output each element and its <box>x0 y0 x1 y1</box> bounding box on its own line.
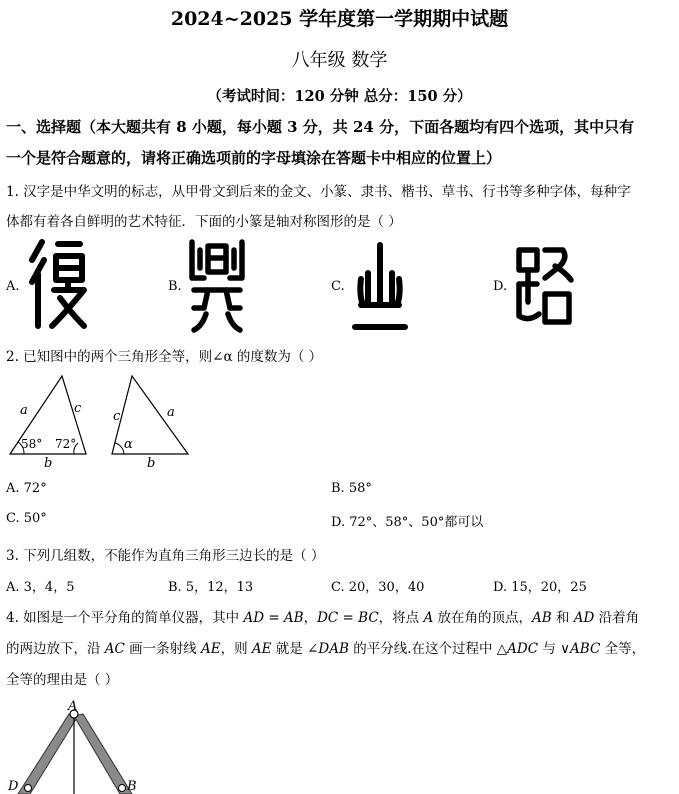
q1-option-a-label: A. <box>6 279 20 294</box>
q4-math: AE <box>200 641 221 657</box>
tri1-label-a: a <box>20 403 28 418</box>
q4-text: 画一条射线 <box>124 641 201 657</box>
q4-math: ADC <box>507 641 539 657</box>
q4-text: 的两边放下，沿 <box>6 641 105 657</box>
exam-subtitle: 八年级 数学 <box>291 50 388 71</box>
q4-math: AD = AB <box>243 610 304 626</box>
seal-glyph-ye-icon <box>353 243 407 331</box>
q4-label-d: D <box>8 779 19 794</box>
q2-option-d: D. 72°、58°、50°都可以 <box>331 515 484 530</box>
tri2-angle-alpha: α <box>124 437 133 452</box>
q1-option-c-label: C. <box>331 279 345 294</box>
q4-math: DAB <box>318 641 349 657</box>
tri1-label-c: c <box>74 401 82 416</box>
q4-math: AC <box>104 641 125 657</box>
q4-math: AB <box>532 610 552 626</box>
q4-math: ABC <box>570 641 601 657</box>
q4-stem-line1 <box>6 606 639 626</box>
seal-glyph-fu-icon <box>28 238 88 330</box>
q3-option-d: D. 15，20，25 <box>493 580 587 595</box>
q4-text: ，则 <box>220 641 252 657</box>
q2-option-b: B. 58° <box>331 481 372 496</box>
q3-option-a: A. 3，4，5 <box>6 580 75 595</box>
q4-label-a: A <box>68 699 78 714</box>
tri1-angle-72: 72° <box>55 437 77 451</box>
exam-title: 2024~2025 学年度第一学期期中试题 <box>170 8 509 30</box>
q3-option-c: C. 20，30，40 <box>331 580 425 595</box>
q4-math: AD <box>573 610 595 626</box>
q4-text: 和 <box>551 610 574 626</box>
tri2-label-a: a <box>167 405 175 420</box>
q2-stem: 2. 已知图中的两个三角形全等，则∠α 的度数为（ ） <box>6 349 323 365</box>
q4-stem-line2 <box>6 637 645 657</box>
q4-text: 就是 ∠ <box>271 641 319 657</box>
q3-option-b: B. 5，12，13 <box>168 580 254 595</box>
tri1-label-b: b <box>44 456 53 471</box>
q4-text: 全等， <box>600 641 646 657</box>
q4-text: ， <box>303 610 318 626</box>
q1-stem-line2: 体都有着各自鲜明的艺术特征．下面的小篆是轴对称图形的是（ ） <box>6 214 402 230</box>
q4-text: 沿着角 <box>594 610 640 626</box>
section-heading-line1: 一、选择题（本大题共有 8 小题，每小题 3 分，共 24 分，下面各题均有四个选项，其中只有 <box>6 118 635 136</box>
seal-glyph-lu-icon <box>515 244 573 328</box>
q4-label-b: B <box>127 779 137 794</box>
q4-text: 的平分线.在这个过程中 △ <box>348 641 508 657</box>
seal-glyph-xing-icon <box>188 238 246 332</box>
q1-option-d-label: D. <box>493 279 508 294</box>
q2-option-a: A. 72° <box>6 481 47 496</box>
section-heading-line2: 一个是符合题意的，请将正确选项前的字母填涂在答题卡中相应的位置上） <box>6 149 502 167</box>
tri1-angle-58: 58° <box>21 437 43 451</box>
q2-option-c: C. 50° <box>6 511 47 526</box>
q3-stem: 3. 下列几组数，不能作为直角三角形三边长的是（ ） <box>6 548 325 564</box>
q4-text: ，将点 <box>378 610 424 626</box>
q4-math: DC = BC <box>317 610 379 626</box>
q1-option-b-label: B. <box>168 279 182 294</box>
q4-math: A <box>423 610 434 626</box>
tri2-label-b: b <box>147 456 156 471</box>
tri2-label-c: c <box>113 409 121 424</box>
exam-info: （考试时间：120 分钟 总分：150 分） <box>207 88 472 105</box>
q4-text: 放在角的顶点， <box>433 610 533 626</box>
q1-stem-line1: 1. 汉字是中华文明的标志，从甲骨文到后来的金文、小篆、隶书、楷书、草书、行书等多种字体，每种字 <box>6 184 631 200</box>
q4-text: 与 ∨ <box>538 641 571 657</box>
q4-math: AE <box>251 641 272 657</box>
q4-stem-line3: 全等的理由是（ ） <box>6 672 119 688</box>
q4-text: 4. 如图是一个平分角的简单仪器，其中 <box>6 610 244 626</box>
